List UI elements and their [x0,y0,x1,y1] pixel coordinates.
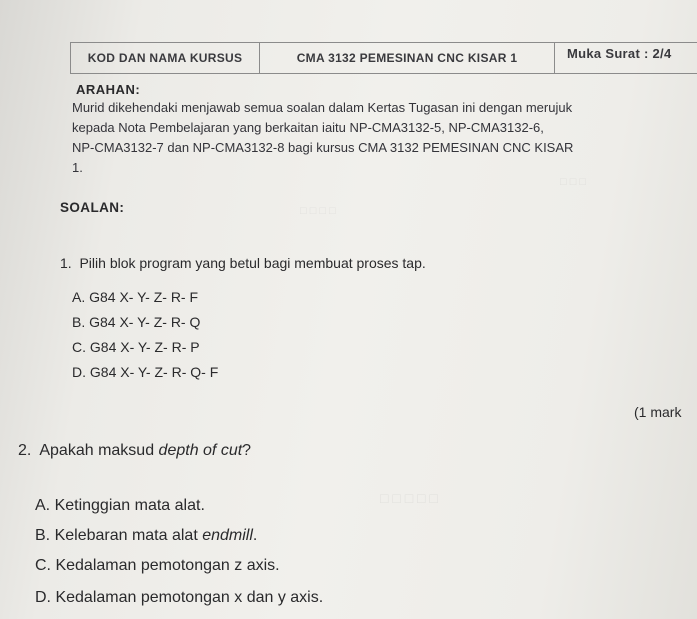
question-1: 1. Pilih blok program yang betul bagi membuat proses tap. [60,255,426,271]
course-code-label: KOD DAN NAMA KURSUS [71,43,260,73]
questions-heading: SOALAN: [60,200,125,215]
page-number: Muka Surat : 2/4 [567,45,672,61]
q1-option-c: C. G84 X- Y- Z- R- P [72,339,200,355]
q1-mark: (1 mark [634,404,682,420]
instructions-line-3: NP-CMA3132-7 dan NP-CMA3132-8 bagi kursus CMA 3132 PEMESINAN CNC KISAR [72,140,574,155]
course-header-table [70,42,697,74]
course-name: CMA 3132 PEMESINAN CNC KISAR 1 [260,43,555,73]
bleed-through-text: □ □ □ [560,176,587,188]
instructions-line-4: 1. [72,160,83,175]
instructions-line-1: Murid dikehendaki menjawab semua soalan dalam Kertas Tugasan ini dengan merujuk [72,100,573,115]
q1-option-b: B. G84 X- Y- Z- R- Q [72,314,201,330]
instructions-heading: ARAHAN: [76,82,141,97]
q2-option-a: A. Ketinggian mata alat. [35,497,205,514]
q2-option-b: B. Kelebaran mata alat endmill. [35,527,258,544]
question-2: 2. Apakah maksud depth of cut? [18,442,252,459]
q2-option-d: D. Kedalaman pemotongan x dan y axis. [35,589,324,606]
q1-option-a: A. G84 X- Y- Z- R- F [72,289,199,305]
q1-option-d: D. G84 X- Y- Z- R- Q- F [72,364,219,380]
bleed-through-text: □ □ □ □ □ [380,490,438,506]
q2-option-c: C. Kedalaman pemotongan z axis. [35,557,280,574]
instructions-line-2: kepada Nota Pembelajaran yang berkaitan iaitu NP-CMA3132-5, NP-CMA3132-6, [72,120,544,135]
bleed-through-text: □ □ □ □ [300,205,336,217]
